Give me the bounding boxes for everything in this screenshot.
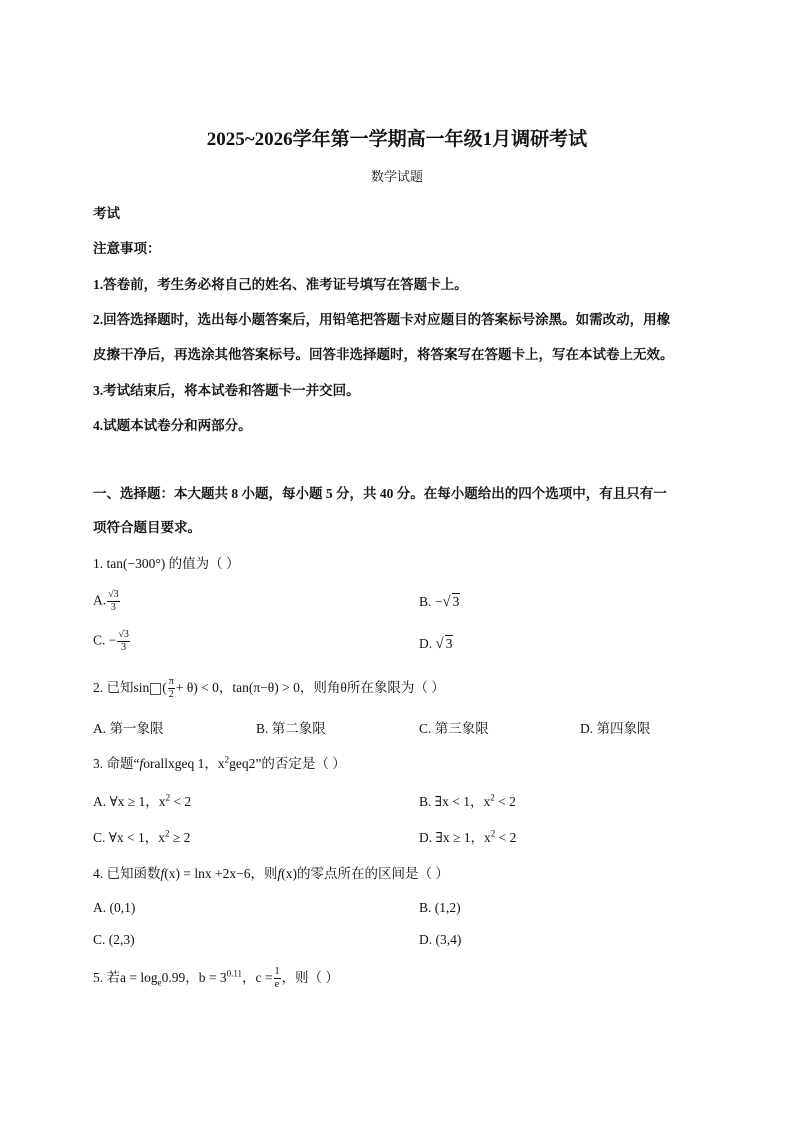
stem-text: 0.99，b = 3 [161, 970, 227, 985]
notice-line-3: 皮擦干净后，再选涂其他答案标号。回答非选择题时，将答案写在答题卡上，写在本试卷上无效。 [93, 347, 674, 362]
superscript: 2 [490, 792, 495, 803]
radicand: 3 [445, 636, 453, 651]
question-2-option-d: D. 第四象限 [580, 721, 651, 736]
function-name: f [160, 866, 165, 881]
page-title: 2025~2026学年第一学期高一年级1月调研考试 [206, 129, 588, 150]
option-label: D. [419, 636, 436, 651]
fraction-numerator: √3 [118, 629, 129, 640]
missing-glyph-icon [150, 683, 161, 695]
stem-text: + θ) < 0，tan(π−θ) > 0，则角θ所在象限为（ ） [175, 680, 445, 695]
question-2-stem: 2. 已知sin ( $\frac{\pi}{2}$ + θ) < 0，tan(π−θ) > 0，则角θ所在象限为（ ） [93, 676, 445, 701]
stem-text: 5. 若a = log [93, 970, 158, 985]
radicand: 3 [452, 594, 460, 609]
notice-line-1: 1.答卷前，考生务必将自己的姓名、准考证号填写在答题卡上。 [93, 277, 468, 292]
question-5-stem [93, 966, 339, 990]
function-name: f [277, 866, 282, 881]
fraction-numerator: π [168, 676, 174, 688]
fraction [168, 677, 175, 700]
fraction [117, 630, 130, 653]
section-heading-line-2: 项符合题目要求。 [93, 520, 201, 535]
question-3-option-c [93, 826, 190, 846]
stem-text: 2. 已知sin [93, 680, 150, 695]
option-text: ≥ 2 [169, 830, 191, 845]
fraction [107, 590, 120, 613]
option-text: C. ∀x < 1，x [93, 830, 166, 845]
fraction-numerator: √3 [108, 589, 119, 600]
question-2-option-a: A. 第一象限 [93, 721, 164, 736]
fraction [274, 967, 281, 990]
question-1-option-d [419, 636, 453, 653]
fraction-numerator: 1 [274, 966, 280, 978]
stem-text: orallxgeq 1，x [143, 756, 225, 771]
notice-line-2: 2.回答选择题时，选出每小题答案后，用铅笔把答题卡对应题目的答案标号涂黑。如需改动，用橡 [93, 312, 671, 327]
radical-sign: √ [435, 636, 444, 652]
option-label: A. [93, 592, 107, 608]
fraction-denominator: 2 [168, 689, 174, 701]
question-4-option-b: B. (1,2) [419, 900, 461, 915]
question-4-option-d: D. (3,4) [419, 932, 462, 947]
notice-line-4: 3.考试结束后，将本试卷和答题卡一并交回。 [93, 383, 360, 398]
stem-text: 3. 命题“ [93, 756, 140, 771]
exam-label: 考试 [93, 206, 120, 221]
option-text: < 2 [170, 794, 192, 809]
question-4-stem [93, 862, 449, 882]
question-4-option-a: A. (0,1) [93, 900, 136, 915]
superscript: 2 [165, 792, 171, 803]
superscript: 2 [224, 754, 230, 765]
superscript: 0.11 [226, 968, 243, 979]
option-label: C. − [93, 632, 117, 648]
stem-text: 4. 已知函数 [93, 866, 161, 881]
stem-text: geq2”的否定是（ ） [229, 756, 346, 771]
stem-text: (x) = lnx +2x−6，则 [164, 866, 278, 881]
stem-text: ，c = [242, 970, 273, 985]
section-heading-line-1: 一、选择题：本大题共 8 小题，每小题 5 分，共 40 分。在每小题给出的四个选项中，有且只有一 [93, 486, 667, 501]
subscript: e [157, 977, 162, 988]
question-3-option-b [419, 790, 516, 810]
question-1-stem: 1. tan(−300°) 的值为（ ） [93, 556, 240, 571]
option-label: B. − [419, 594, 443, 609]
question-1-option-b [419, 594, 460, 611]
radical-sign: √ [442, 594, 451, 610]
fraction-denominator: 3 [110, 602, 116, 613]
question-2-option-c: C. 第三象限 [419, 721, 489, 736]
option-text: B. ∃x < 1，x [419, 794, 491, 809]
question-1-option-a [93, 590, 121, 613]
fraction-denominator: 3 [121, 642, 127, 653]
fraction-denominator: e [274, 979, 280, 991]
option-text: D. ∃x ≥ 1，x [419, 830, 491, 845]
stem-text: ，则（ ） [281, 970, 339, 985]
stem-italic: f [139, 756, 144, 771]
page-subtitle: 数学试题 [370, 169, 423, 184]
question-2-option-b: B. 第二象限 [256, 721, 326, 736]
stem-text: (x)的零点所在的区间是（ ） [281, 866, 449, 881]
option-text: A. ∀x ≥ 1，x [93, 794, 166, 809]
superscript: 2 [165, 828, 170, 839]
question-4-option-c: C. (2,3) [93, 932, 135, 947]
question-3-stem [93, 752, 346, 772]
question-3-option-a [93, 790, 191, 810]
option-text: < 2 [494, 794, 516, 809]
notice-heading: 注意事项： [93, 241, 161, 256]
option-text: < 2 [495, 830, 517, 845]
question-1-option-c [93, 630, 131, 653]
notice-line-5: 4.试题本试卷分和两部分。 [93, 418, 252, 433]
superscript: 2 [490, 828, 496, 839]
question-3-option-d [419, 826, 516, 846]
